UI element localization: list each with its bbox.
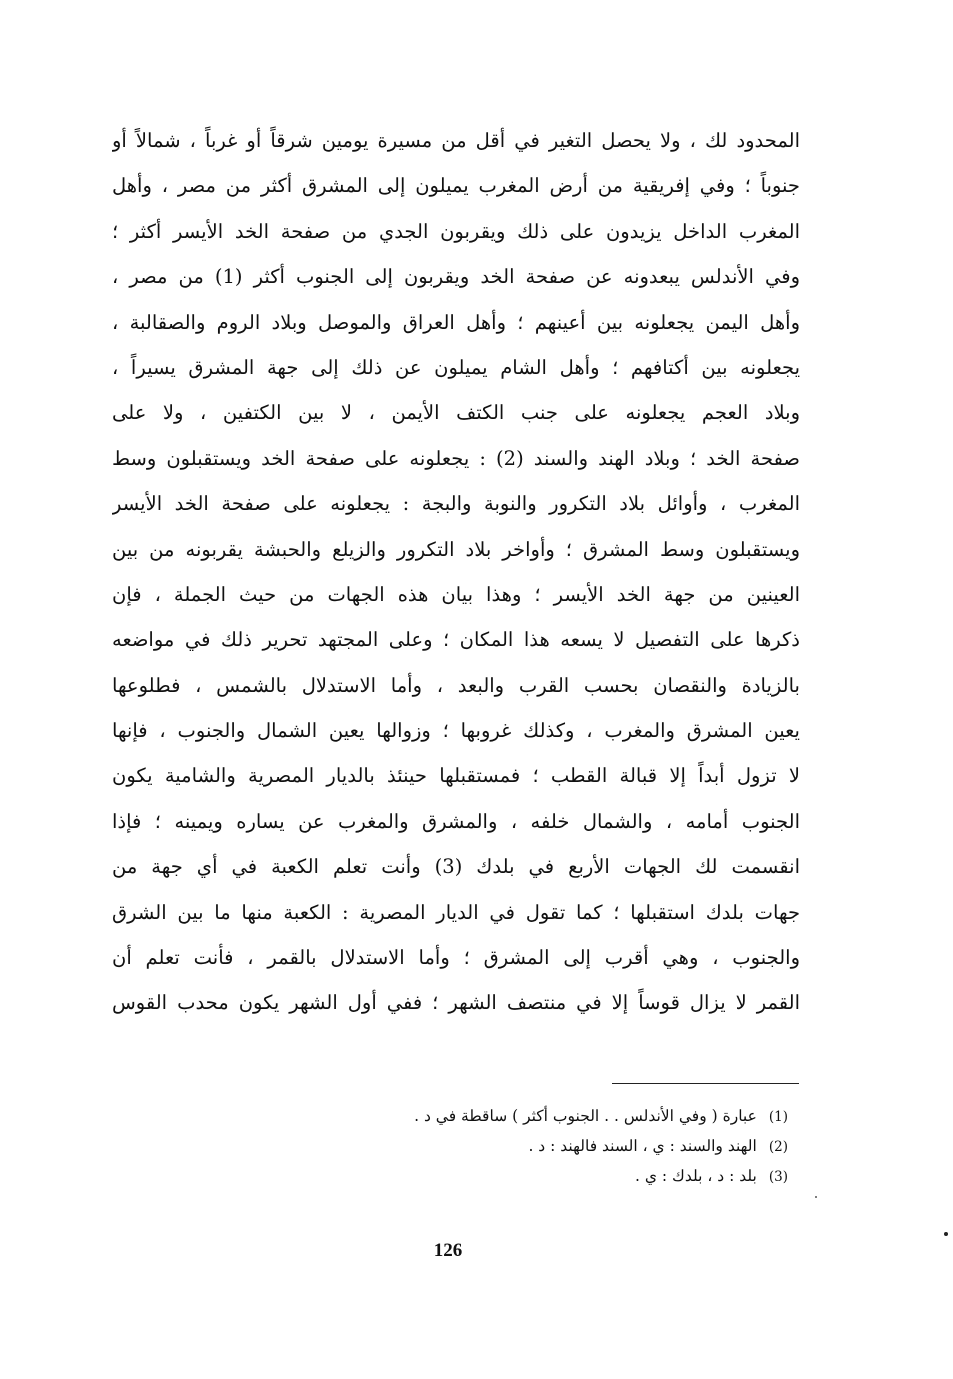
- text-line: المغرب ، وأوائل بلاد التكرور والنوبة والبجة : يجعلونه على صفحة الخد الأيسر: [112, 492, 800, 516]
- footnote-text: عبارة ( وفي الأندلس . . الجنوب أكثر ) ساقطة في د .: [414, 1107, 757, 1125]
- text-line: يعين المشرق والمغرب ، وكذلك غروبها ؛ وزوالها يعين الشمال والجنوب ، فإنها: [112, 719, 800, 743]
- footnote-text: الهند والسند : ي ، السند فالهند : د .: [528, 1137, 757, 1155]
- text-line: والجنوب ، وهي أقرب إلى المشرق ؛ وأما الاستدلال بالقمر ، فأنت تعلم أن: [112, 946, 800, 970]
- text-line: جنوباً ؛ وفي إفريقية من أرض المغرب يميلون إلى المشرق أكثر من مصر ، وأهل: [112, 174, 800, 198]
- text-line: انقسمت لك الجهات الأربع في بلدك (3) وأنت تعلم الكعبة في أي جهة من: [112, 855, 800, 879]
- footnotes-block: [300, 1101, 788, 1191]
- text-line: ويستقبلون وسط المشرق ؛ وأواخر بلاد التكرور والزيلع والحبشة يقربونه من بين: [112, 537, 800, 561]
- text-line: المحدود لك ، ولا يحصل التغير في أقل من مسيرة يومين شرقاً أو غرباً ، شمالاً أو: [112, 129, 800, 152]
- footnote-separator: [612, 1083, 799, 1084]
- text-line: وفي الأندلس يبعدونه عن صفحة الخد ويقربون إلى الجنوب أكثر (1) من مصر ،: [112, 265, 800, 289]
- scan-speck: [944, 1232, 948, 1236]
- text-line: المغرب الداخل يزيدون على ذلك ويقربون الجدي من صفحة الخد الأيسر أكثر ؛: [112, 219, 800, 243]
- text-line: العينين من جهة الخد الأيسر ؛ وهذا بيان هذه الجهات من حيث الجملة ، فإن: [112, 582, 800, 606]
- main-text-block: [112, 118, 800, 1026]
- text-line: ذكرها على التفصيل لا يسعه هذا المكان ؛ وعلى المجتهد تحرير ذلك في مواضعه: [112, 628, 800, 652]
- scan-speck: [815, 1196, 817, 1198]
- text-line: صفحة الخد ؛ وبلاد الهند والسند (2) : يجعلونه على صفحة الخد ويستقبلون وسط: [112, 446, 800, 470]
- footnote: [300, 1161, 788, 1191]
- text-line: جهات بلدك استقبلها ؛ كما تقول في الديار المصرية : الكعبة منها ما بين الشرق: [112, 900, 800, 924]
- text-line: القمر لا يزال قوساً إلا في منتصف الشهر ؛ ففي أول الشهر يكون محدب القوس: [112, 991, 800, 1015]
- page-number: 126: [433, 1240, 463, 1261]
- footnote-number: (2): [768, 1139, 788, 1155]
- text-line: بالزيادة والنقصان بحسب القرب والبعد ، وأما الاستدلال بالشمس ، فطلوعها: [112, 673, 800, 697]
- footnote: [300, 1131, 788, 1161]
- text-line: وبلاد العجم يجعلونه على جنب الكتف الأيمن ، لا بين الكتفين ، ولا على: [112, 401, 800, 425]
- text-line: الجنوب أمامه ، والشمال خلفه ، والمشرق والمغرب عن يساره ويمينه ؛ فإذا: [112, 809, 800, 833]
- footnote-number: (1): [768, 1109, 788, 1125]
- text-line: وأهل اليمن يجعلونه بين أعينهم ؛ وأهل العراق والموصل وبلاد الروم والصقالبة ،: [112, 310, 800, 334]
- footnote-text: بلد : د ، بلدك : ي .: [635, 1167, 757, 1185]
- footnote-number: (3): [768, 1169, 788, 1185]
- text-line: يجعلونه بين أكتافهم ؛ وأهل الشام يميلون عن ذلك إلى جهة المشرق يسيراً ،: [112, 355, 800, 379]
- footnote: [300, 1101, 788, 1131]
- text-line: لا تزول أبداً إلا قبالة القطب ؛ فمستقبلها حينئذ بالديار المصرية والشامية يكون: [112, 764, 800, 788]
